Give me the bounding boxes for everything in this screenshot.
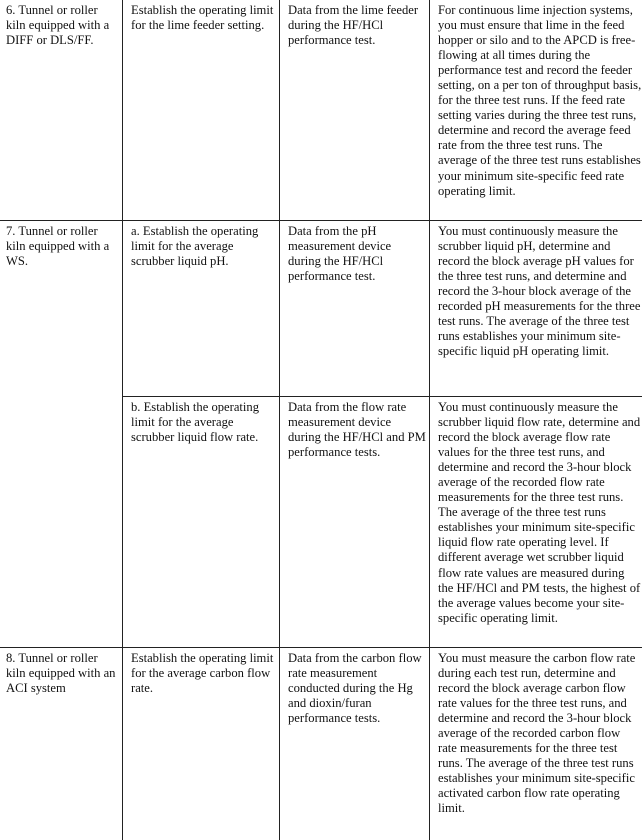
- method-cell: You must continuously measure the scrubber liquid flow rate, determine and record the block average flow rate values for the three test runs, and determine and record the 3-hour block average of the recorded flow rate measurements for the three test runs. The average of the three test runs establishes your minimum site-specific liquid flow rate operating level. If different average wet scrubber liquid flow rate values are measured during the HF/HCl and PM tests, the highest of the average values become your site-specific operating limit.: [430, 397, 642, 648]
- data-source-cell: Data from the carbon flow rate measurement conducted during the Hg and dioxin/furan performance tests.: [280, 648, 430, 840]
- table-row: [0, 0, 642, 221]
- table-row: [0, 221, 642, 397]
- source-cell: 6. Tunnel or roller kiln equipped with a DIFF or DLS/FF.: [0, 0, 123, 221]
- requirement-cell: Establish the operating limit for the average carbon flow rate.: [123, 648, 280, 840]
- source-cell: 8. Tunnel or roller kiln equipped with an ACI system: [0, 648, 123, 840]
- table-row: [0, 648, 642, 840]
- requirement-cell: b. Establish the operating limit for the average scrubber liquid flow rate.: [123, 397, 280, 648]
- method-cell: For continuous lime injection systems, you must ensure that lime in the feed hopper or silo and to the APCD is free-flowing at all times during the performance test and record the feeder setting, on a per ton of throughput basis, for the three test runs. If the feed rate setting varies during the three test runs, determine and record the average feed rate from the three test runs. The average of the three test runs establishes your minimum site-specific feed rate operating limit.: [430, 0, 642, 221]
- method-cell: You must measure the carbon flow rate during each test run, determine and record the block average carbon flow rate values for the three test runs, and determine and record the 3-hour block average of the recorded carbon flow rate measurements for the three test runs. The average of the three test runs establishes your minimum site-specific activated carbon flow rate operating limit.: [430, 648, 642, 840]
- requirement-cell: Establish the operating limit for the lime feeder setting.: [123, 0, 280, 221]
- data-source-cell: Data from the flow rate measurement device during the HF/HCl and PM performance tests.: [280, 397, 430, 648]
- method-cell: You must continuously measure the scrubber liquid pH, determine and record the block average pH values for the three test runs, and determine and record the 3-hour block average of the recorded pH measurements for the three test runs. The average of the three test runs establishes your minimum site-specific liquid pH operating limit.: [430, 221, 642, 397]
- data-source-cell: Data from the lime feeder during the HF/HCl performance test.: [280, 0, 430, 221]
- data-source-cell: Data from the pH measurement device during the HF/HCl performance test.: [280, 221, 430, 397]
- requirement-cell: a. Establish the operating limit for the average scrubber liquid pH.: [123, 221, 280, 397]
- source-cell: 7. Tunnel or roller kiln equipped with a WS.: [0, 221, 123, 648]
